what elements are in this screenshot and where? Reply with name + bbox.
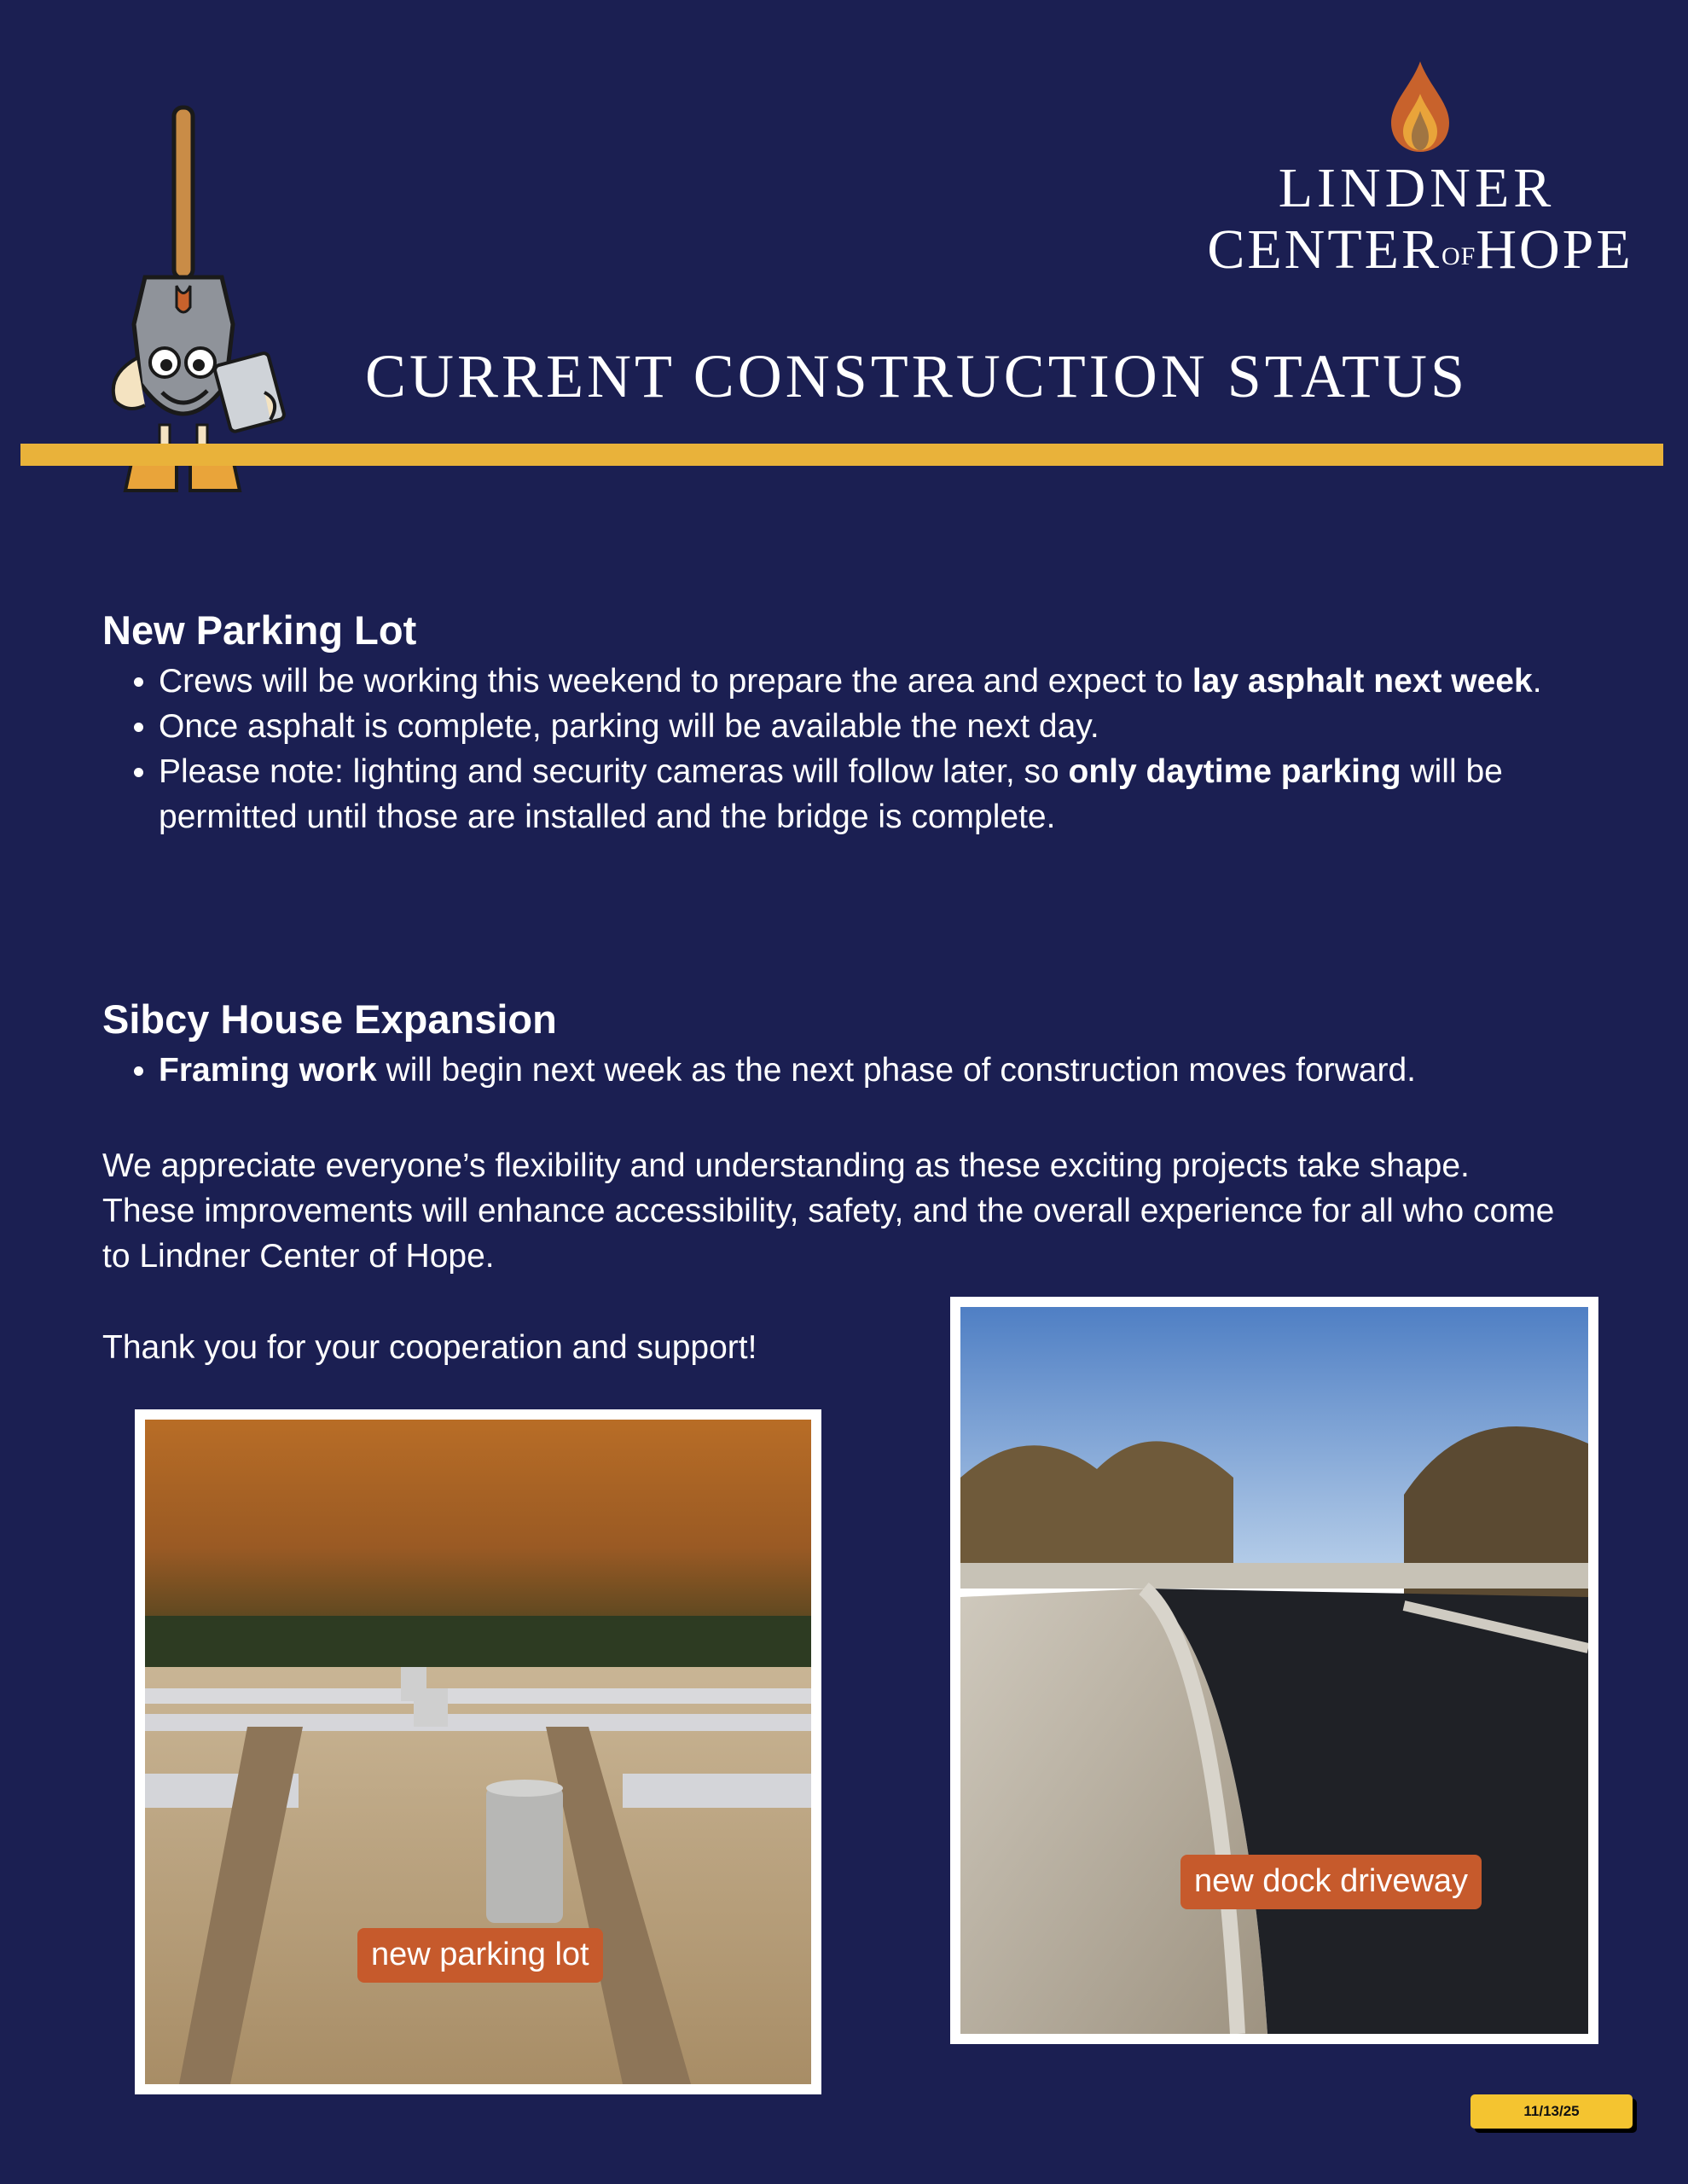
bullet-bold-text: only daytime parking [1068,753,1401,791]
shovel-mascot-icon [81,102,311,499]
bullet-text-end: will begin next week as the next phase of construction moves forward. [376,1052,1417,1089]
photo-caption: new parking lot [357,1928,603,1983]
list-item [159,659,1604,704]
flame-icon [1378,60,1463,154]
logo-word-center: CENTER [1207,218,1441,281]
parking-lot-photo [135,1409,821,2094]
bullet-text: Please note: lighting and security cameras will follow later, so [159,753,1069,791]
section-sibcy-house-expansion [102,996,1604,1093]
list-item [159,1048,1604,1093]
list-item [159,749,1604,839]
dock-driveway-photo [950,1297,1598,2044]
parking-lot-image [145,1420,811,2084]
logo-line-2 [1198,218,1642,281]
bullet-list [102,659,1604,839]
title-divider [20,444,1663,466]
photo-caption: new dock driveway [1180,1855,1482,1909]
bullet-bold-text: Framing work [159,1052,377,1089]
lindner-logo [1198,60,1642,290]
list-item [159,704,1604,749]
page-title: CURRENT CONSTRUCTION STATUS [365,342,1469,410]
section-new-parking-lot [102,607,1604,839]
bullet-text: Once asphalt is complete, parking will be available the next day. [159,708,1099,746]
thank-you-line: Thank you for your cooperation and support! [102,1329,757,1366]
bullet-bold-text: lay asphalt next week [1192,663,1533,700]
date-badge: 11/13/25 [1470,2094,1633,2129]
bullet-text-end: . [1532,663,1542,700]
bullet-text-end: will be permitted until those are installed and the bridge is complete. [159,753,1503,836]
logo-line-1: LINDNER [1278,157,1556,219]
logo-word-hope: HOPE [1476,218,1633,281]
logo-word-of: OF [1441,242,1476,270]
closing-paragraph: We appreciate everyone’s flexibility and understanding as these exciting projects take shape. These improvements will enhance accessibility, safety, and the overall experience for all who come to Lindner Center of Hope. [102,1147,1555,1275]
dock-driveway-image [960,1307,1588,2034]
bullet-text: Crews will be working this weekend to prepare the area and expect to [159,663,1192,700]
section-heading: Sibcy House Expansion [102,996,557,1042]
section-heading: New Parking Lot [102,607,417,653]
bullet-list [102,1048,1604,1093]
